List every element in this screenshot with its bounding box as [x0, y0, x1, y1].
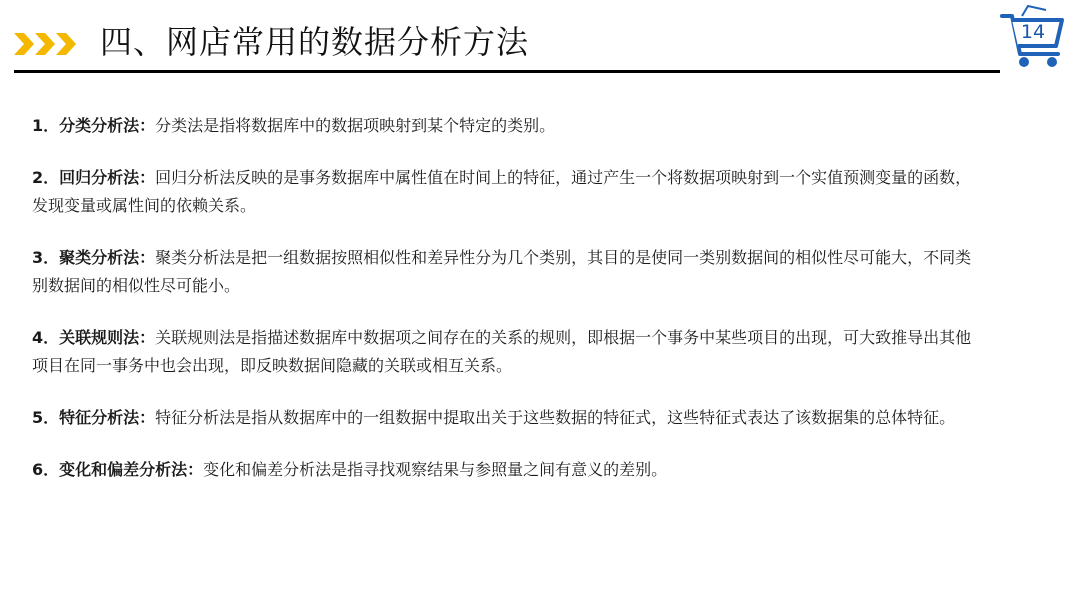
- item-heading: 特征分析法：: [59, 408, 156, 427]
- item-number: 6．: [32, 460, 60, 479]
- item-number: 5．: [32, 408, 60, 427]
- list-item-regression: [32, 164, 982, 220]
- list-item-association-rules: [32, 324, 982, 380]
- item-body: 关联规则法是指描述数据库中数据项之间存在的关系的规则，即根据一个事务中某些项目的出现，可大致推导出其他项目在同一事务中也会出现，即反映数据间隐藏的关联或相互关系。: [32, 328, 972, 375]
- list-item-characterization: [32, 404, 982, 432]
- item-number: 3．: [32, 248, 60, 267]
- page-number: 14: [1020, 21, 1046, 43]
- item-body: 特征分析法是指从数据库中的一组数据中提取出关于这些数据的特征式，这些特征式表达了该数据集的总体特征。: [155, 408, 956, 427]
- item-heading: 变化和偏差分析法：: [59, 460, 204, 479]
- item-heading: 回归分析法：: [59, 168, 156, 187]
- list-item-deviation: [32, 456, 982, 484]
- item-body: 回归分析法反映的是事务数据库中属性值在时间上的特征，通过产生一个将数据项映射到一个实值预测变量的函数，发现变量或属性间的依赖关系。: [32, 168, 972, 215]
- methods-list: [32, 112, 982, 508]
- slide-header: [0, 0, 1080, 80]
- list-item-clustering: [32, 244, 982, 300]
- double-chevron-icon: [14, 33, 78, 55]
- item-body: 分类法是指将数据库中的数据项映射到某个特定的类别。: [155, 116, 556, 135]
- item-heading: 聚类分析法：: [59, 248, 156, 267]
- item-number: 1．: [32, 116, 60, 135]
- page-title: 四、网店常用的数据分析方法: [100, 23, 530, 61]
- item-number: 2．: [32, 168, 60, 187]
- item-heading: 关联规则法：: [59, 328, 156, 347]
- item-number: 4．: [32, 328, 60, 347]
- header-divider: [14, 70, 1000, 73]
- item-heading: 分类分析法：: [59, 116, 156, 135]
- item-body: 变化和偏差分析法是指寻找观察结果与参照量之间有意义的差别。: [203, 460, 668, 479]
- item-body: 聚类分析法是把一组数据按照相似性和差异性分为几个类别，其目的是使同一类别数据间的相似性尽可能大，不同类别数据间的相似性尽可能小。: [32, 248, 972, 295]
- list-item-classification: [32, 112, 982, 140]
